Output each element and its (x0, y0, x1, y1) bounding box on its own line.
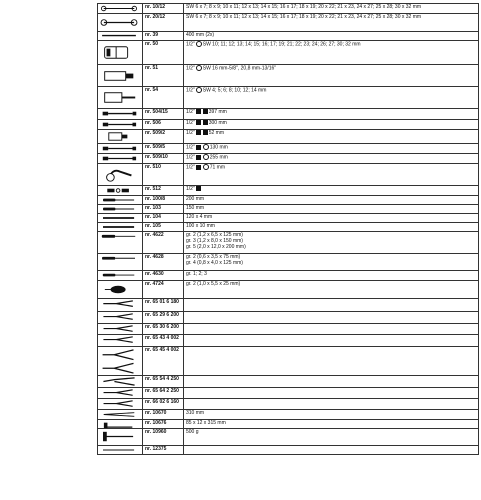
tool-image-cell (98, 299, 143, 312)
item-description: 150 mm (186, 205, 205, 211)
tool-image-cell (98, 4, 143, 14)
drive-size: 1/2" (186, 120, 195, 126)
pliers-icon (98, 399, 140, 409)
item-number: nr. 4622 (143, 232, 184, 254)
item-number: nr. 103 (143, 205, 184, 214)
item-number: nr. 65 30 6 200 (143, 324, 184, 335)
item-number: nr. 10676 (143, 420, 184, 429)
table-row (98, 65, 479, 87)
item-description-cell (184, 324, 479, 335)
item-description-cell (184, 205, 479, 214)
item-description: 100 x 10 mm (186, 223, 215, 229)
tool-image-cell (98, 14, 143, 32)
item-description: 310 mm (186, 410, 205, 416)
item-description: gr. 2 (1,0 x 5,5 x 25 mm) (186, 281, 241, 287)
table-row (98, 376, 479, 388)
item-description-cell (184, 109, 479, 120)
table-row (98, 223, 479, 232)
tool-image-cell (98, 446, 143, 455)
item-description-cell (184, 186, 479, 196)
drive-size: 1/2" (186, 87, 195, 94)
screwdriver-icon (98, 196, 140, 204)
spark-plug-socket-icon (98, 65, 140, 86)
file-icon (98, 446, 140, 454)
screwdriver-icon (98, 271, 140, 280)
table-row (98, 399, 479, 410)
item-description-cell (184, 120, 479, 130)
table-row (98, 388, 479, 399)
screwdriver-icon (98, 205, 140, 213)
item-description-cell (184, 130, 479, 144)
item-description-cell (184, 154, 479, 164)
tool-image-cell (98, 271, 143, 281)
tool-image-cell (98, 109, 143, 120)
table-row (98, 420, 479, 429)
table-row (98, 446, 479, 455)
pliers-icon (98, 335, 140, 346)
item-description-cell (184, 376, 479, 388)
item-description-cell (184, 4, 479, 14)
tool-image-cell (98, 120, 143, 130)
tool-image-cell (98, 232, 143, 254)
item-description-cell (184, 65, 479, 87)
table-row (98, 164, 479, 186)
item-number: nr. 51 (143, 65, 184, 87)
table-row (98, 429, 479, 446)
circlip-pliers-icon (98, 347, 140, 375)
item-description: 85 x 12 x 315 mm (186, 420, 226, 426)
table-row (98, 410, 479, 420)
item-number: nr. 509/5 (143, 144, 184, 154)
tool-image-cell (98, 347, 143, 376)
table-row (98, 271, 479, 281)
table-row (98, 109, 479, 120)
bit-socket-icon (98, 87, 140, 108)
square-drive-icon (196, 165, 201, 170)
extension-bar-icon (98, 144, 140, 153)
item-number: nr. 65 43 4 002 (143, 335, 184, 347)
item-description-cell (184, 196, 479, 205)
item-number: nr. 65 54 4 250 (143, 376, 184, 388)
item-description: 255 mm (209, 154, 228, 161)
item-description-cell (184, 420, 479, 429)
item-description-cell (184, 312, 479, 324)
item-description: 300 mm (208, 120, 227, 126)
item-description: 120 x 4 mm (186, 214, 213, 220)
item-description-cell (184, 223, 479, 232)
table-row (98, 299, 479, 312)
tool-image-cell (98, 144, 143, 154)
item-description: 500 g (186, 429, 199, 435)
item-description-cell (184, 399, 479, 410)
table-row (98, 335, 479, 347)
item-description-cell (184, 87, 479, 109)
tool-image-cell (98, 214, 143, 223)
tool-image-cell (98, 205, 143, 214)
tool-image-cell (98, 312, 143, 324)
tool-image-cell (98, 399, 143, 410)
pliers-icon (98, 324, 140, 334)
tool-image-cell (98, 335, 143, 347)
screwdriver-icon (98, 232, 140, 253)
item-description: gr. 1; 2; 3 (186, 271, 207, 277)
pin-punch-icon (98, 32, 140, 40)
hex-ring-icon (203, 154, 209, 160)
tweezers-icon (98, 410, 140, 419)
table-row (98, 87, 479, 109)
tool-image-cell (98, 130, 143, 144)
table-row (98, 205, 479, 214)
item-number: nr. 4630 (143, 271, 184, 281)
item-description-cell (184, 232, 479, 254)
hex-ring-icon (203, 144, 209, 150)
item-number: nr. 65 64 2 250 (143, 388, 184, 399)
table-row (98, 214, 479, 223)
table-row (98, 347, 479, 376)
square-drive-icon (196, 130, 201, 135)
ring-spanner-icon (98, 14, 140, 31)
drive-size: 1/2" (186, 130, 195, 136)
item-number: nr. 4628 (143, 254, 184, 271)
water-pump-pliers-icon (98, 376, 140, 387)
item-number: nr. 105 (143, 223, 184, 232)
drive-size: 1/2" (186, 144, 195, 151)
item-number: nr. 100/8 (143, 196, 184, 205)
tool-image-cell (98, 223, 143, 232)
square-drive-icon (203, 109, 208, 114)
table-row (98, 130, 479, 144)
item-number: nr. 10960 (143, 429, 184, 446)
table-row (98, 281, 479, 299)
square-drive-icon (196, 186, 201, 191)
item-description: gr. 2 (1,2 x 6,5 x 125 mm) gr. 3 (1,2 x 8,0 x 150 mm) gr. 5 (2,0 x 12,0 x 200 mm) (186, 232, 246, 250)
tool-image-cell (98, 164, 143, 186)
table-row (98, 312, 479, 324)
item-description: SW 4; 5; 6; 8; 10; 12; 14 mm (202, 87, 267, 94)
drive-size: 1/2" (186, 109, 195, 115)
table-row (98, 186, 479, 196)
tool-image-cell (98, 388, 143, 399)
universal-joint-icon (98, 186, 140, 195)
item-number: nr. 4724 (143, 281, 184, 299)
table-row (98, 196, 479, 205)
table-row (98, 254, 479, 271)
table-row (98, 32, 479, 41)
item-description: 400 mm (2x) (186, 32, 215, 38)
item-number: nr. 39 (143, 32, 184, 41)
extension-bar-icon (98, 120, 140, 129)
tool-image-cell (98, 324, 143, 335)
item-description: 71 mm (209, 164, 226, 171)
tool-image-cell (98, 32, 143, 41)
table-row (98, 41, 479, 65)
item-number: nr. 512 (143, 186, 184, 196)
table-row (98, 144, 479, 154)
item-description-cell (184, 14, 479, 32)
item-description-cell (184, 446, 479, 455)
hex-ring-icon (196, 87, 202, 93)
item-description: gr. 2 (0,6 x 3,5 x 75 mm) gr. 4 (0,8 x 4,0 x 125 mm) (186, 254, 243, 266)
item-number: nr. 54 (143, 87, 184, 109)
brush-icon (98, 281, 140, 298)
table-row (98, 120, 479, 130)
item-description: 52 mm (208, 130, 225, 136)
spanner-icon (98, 4, 140, 13)
item-description-cell (184, 254, 479, 271)
adapter-icon (98, 130, 140, 143)
tool-image-cell (98, 410, 143, 420)
item-number: nr. 20/12 (143, 14, 184, 32)
table-row (98, 14, 479, 32)
square-drive-icon (196, 109, 201, 114)
drive-size: 1/2" (186, 164, 195, 171)
tool-image-cell (98, 186, 143, 196)
item-description: 130 mm (209, 144, 228, 151)
square-drive-icon (203, 130, 208, 135)
hex-ring-icon (196, 65, 202, 71)
drive-size: 1/2" (186, 154, 195, 161)
item-number: nr. 509/10 (143, 154, 184, 164)
item-number: nr. 10670 (143, 410, 184, 420)
drive-size: 1/2" (186, 65, 195, 72)
table-row (98, 232, 479, 254)
ratchet-icon (98, 164, 140, 185)
item-number: nr. 66 02 6 160 (143, 399, 184, 410)
socket-icon (98, 41, 140, 64)
tool-image-cell (98, 281, 143, 299)
hex-ring-icon (196, 41, 202, 47)
table-row (98, 4, 479, 14)
item-description-cell (184, 410, 479, 420)
hex-ring-icon (203, 164, 209, 170)
tool-list-table (97, 3, 479, 455)
screwdriver-icon (98, 254, 140, 270)
table-row (98, 154, 479, 164)
hammer-icon (98, 429, 140, 445)
chisel-icon (98, 223, 140, 231)
tool-image-cell (98, 376, 143, 388)
item-number: nr. 506 (143, 120, 184, 130)
chisel-icon (98, 214, 140, 222)
extension-bar-icon (98, 109, 140, 119)
item-description: 200 mm (186, 196, 205, 202)
tool-image-cell (98, 429, 143, 446)
hammer-icon (98, 420, 140, 428)
item-description-cell (184, 41, 479, 65)
item-number: nr. 104 (143, 214, 184, 223)
item-number: nr. 50 (143, 41, 184, 65)
item-description: SW 16 mm-5/8", 20,8 mm-13/16" (202, 65, 277, 72)
tool-image-cell (98, 420, 143, 429)
item-description: SW 6 x 7; 8 x 9; 10 x 11; 12 x 13; 14 x 15; 16 x 17; 18 x 19; 20 x 22; 21 x 23, 24 x 27; 25 x 28; 30 x 32 mm (186, 4, 422, 10)
square-drive-icon (196, 120, 201, 125)
item-number: nr. 65 29 6 200 (143, 312, 184, 324)
tool-image-cell (98, 87, 143, 109)
item-description-cell (184, 388, 479, 399)
item-description-cell (184, 347, 479, 376)
square-drive-icon (196, 155, 201, 160)
item-description-cell (184, 214, 479, 223)
item-description-cell (184, 429, 479, 446)
drive-size: 1/2" (186, 41, 195, 48)
item-description: 397 mm (208, 109, 227, 115)
pliers-icon (98, 312, 140, 323)
item-description-cell (184, 32, 479, 41)
extension-bar-icon (98, 154, 140, 163)
item-description-cell (184, 271, 479, 281)
item-description-cell (184, 335, 479, 347)
item-description-cell (184, 299, 479, 312)
tool-image-cell (98, 41, 143, 65)
item-number: nr. 10/12 (143, 4, 184, 14)
tool-image-cell (98, 254, 143, 271)
item-description-cell (184, 144, 479, 154)
item-number: nr. 509/2 (143, 130, 184, 144)
square-drive-icon (196, 145, 201, 150)
square-drive-icon (203, 120, 208, 125)
item-description-cell (184, 281, 479, 299)
item-description: SW 6 x 7; 8 x 9; 10 x 11; 12 x 13; 14 x 15; 16 x 17; 18 x 19; 20 x 22; 21 x 23, 24 x 27; 25 x 28; 30 x 32 mm (186, 14, 422, 20)
item-number: nr. 510 (143, 164, 184, 186)
item-description: SW 10; 11; 12; 13; 14; 15; 16; 17; 19; 21; 22; 23; 24; 26; 27; 30; 32 mm (202, 41, 361, 48)
item-number: nr. 65 45 4 002 (143, 347, 184, 376)
item-description-cell (184, 164, 479, 186)
item-number: nr. 65 01 6 180 (143, 299, 184, 312)
pliers-icon (98, 299, 140, 311)
item-number: nr. 504/15 (143, 109, 184, 120)
tool-image-cell (98, 154, 143, 164)
drive-size: 1/2" (186, 186, 195, 192)
table-row (98, 324, 479, 335)
tool-image-cell (98, 196, 143, 205)
item-number: nr. 12375 (143, 446, 184, 455)
tool-image-cell (98, 65, 143, 87)
pliers-icon (98, 388, 140, 398)
